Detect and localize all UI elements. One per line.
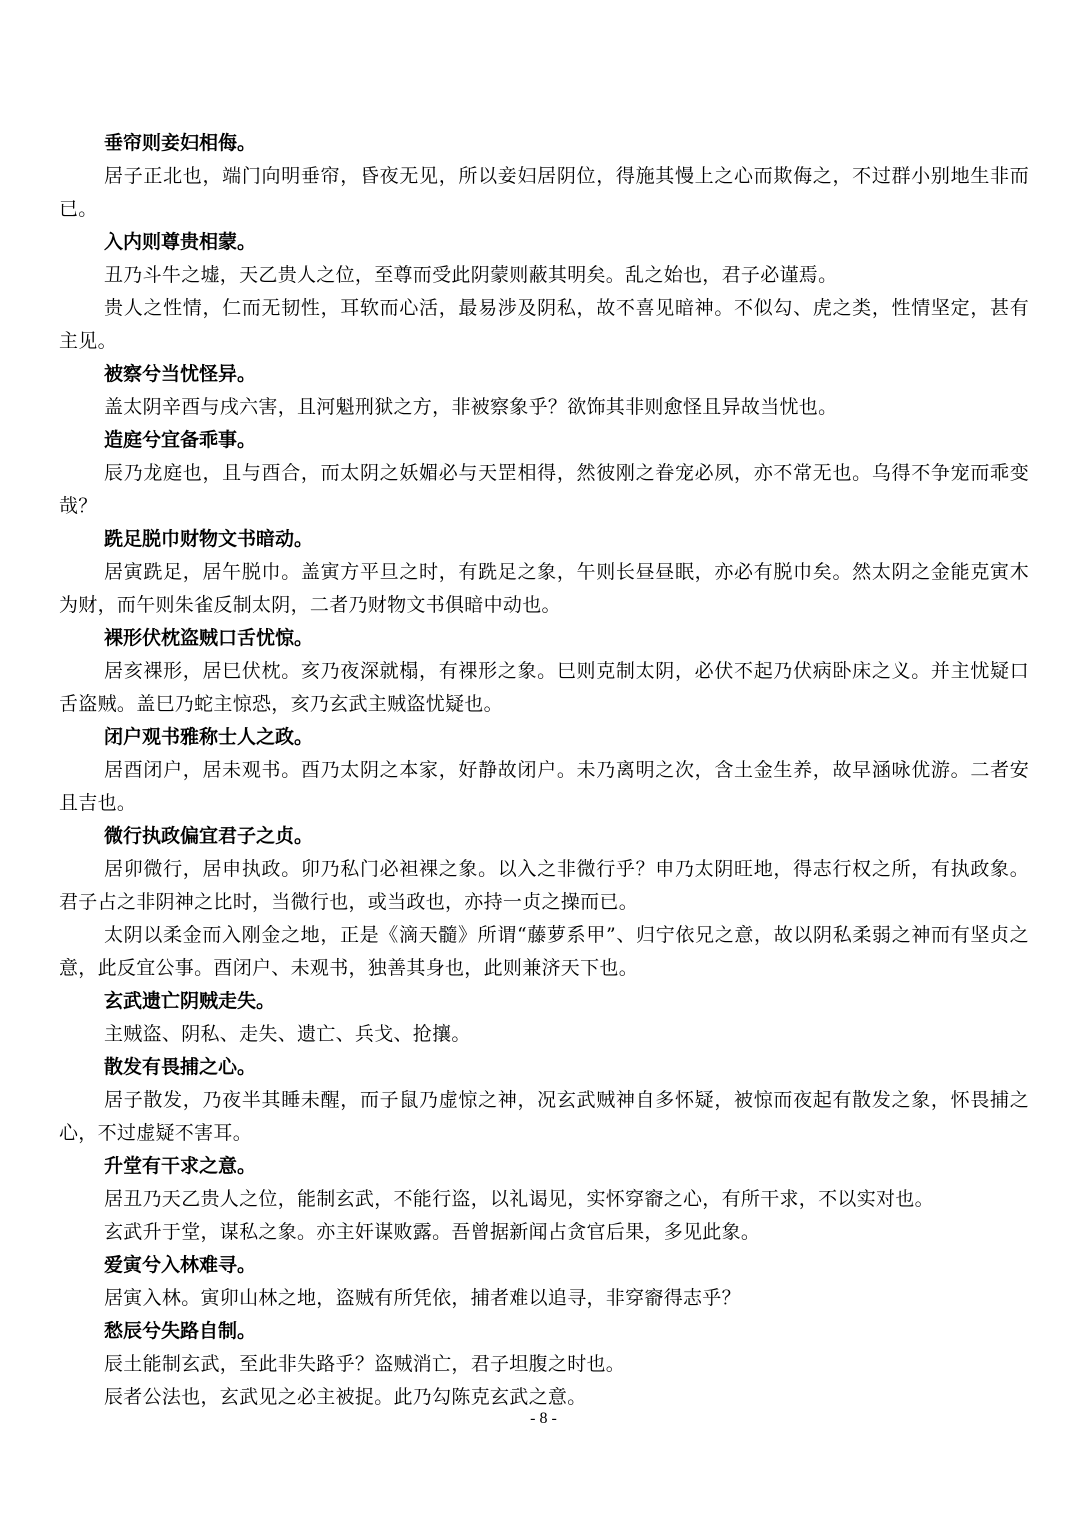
section-heading: 入内则尊贵相蒙。 [104, 231, 257, 253]
section-heading: 闭户观书雅称士人之政。 [104, 726, 314, 748]
section-heading: 爱寅兮入林难寻。 [104, 1254, 257, 1276]
section-heading: 跣足脱巾财物文书暗动。 [104, 528, 314, 550]
section-heading: 升堂有干求之意。 [104, 1155, 257, 1177]
body-paragraph: 居寅跣足，居午脱巾。盖寅方平旦之时，有跣足之象，午则长昼昼眠，亦必有脱巾矣。然太阴之金能克寅木为财，而午则朱雀反制太阴，二者乃财物文书俱暗中动也。 [59, 561, 1029, 616]
body-paragraph: 居子散发，乃夜半其睡未醒，而子鼠乃虚惊之神，况玄武贼神自多怀疑，被惊而夜起有散发之象，怀畏捕之心，不过虚疑不害耳。 [59, 1089, 1029, 1144]
body-paragraph: 居丑乃天乙贵人之位，能制玄武，不能行盗，以礼谒见，实怀穿窬之心，有所干求，不以实对也。 [104, 1188, 934, 1210]
section-heading: 造庭兮宜备乖事。 [104, 429, 257, 451]
body-paragraph: 辰土能制玄武，至此非失路乎？盗贼消亡，君子坦腹之时也。 [104, 1353, 626, 1375]
body-paragraph: 居酉闭户，居未观书。酉乃太阴之本家，好静故闭户。未乃离明之次，含土金生养，故早涵咏优游。二者安且吉也。 [59, 759, 1029, 814]
section-heading: 被察兮当忧怪异。 [104, 363, 257, 385]
body-paragraph: 居寅入林。寅卯山林之地，盗贼有所凭依，捕者难以追寻，非穿窬得志乎？ [104, 1287, 741, 1309]
body-paragraph: 太阴以柔金而入刚金之地，正是《滴天髓》所谓“藤萝系甲”、归宁依兄之意，故以阴私柔弱之神而有坚贞之意，此反宜公事。酉闭户、未观书，独善其身也，此则兼济天下也。 [59, 924, 1029, 979]
section-heading: 散发有畏捕之心。 [104, 1056, 257, 1078]
section-heading: 愁辰兮失路自制。 [104, 1320, 257, 1342]
body-paragraph: 贵人之性情，仁而无韧性，耳软而心活，最易涉及阴私，故不喜见暗神。不似勾、虎之类，性情坚定，甚有主见。 [59, 297, 1029, 352]
body-paragraph: 居卯微行，居申执政。卯乃私门必袒裸之象。以入之非微行乎？申乃太阴旺地，得志行权之所，有执政象。君子占之非阴神之比时，当微行也，或当政也，亦持一贞之操而已。 [59, 858, 1029, 913]
section-heading: 微行执政偏宜君子之贞。 [104, 825, 314, 847]
body-paragraph: 辰乃龙庭也，且与酉合，而太阴之妖媚必与天罡相得，然彼刚之眷宠必夙，亦不常无也。乌得不争宠而乖变哉？ [59, 462, 1029, 517]
body-paragraph: 辰者公法也，玄武见之必主被捉。此乃勾陈克玄武之意。 [104, 1386, 587, 1408]
page-body [59, 127, 1029, 1414]
body-paragraph: 居子正北也，端门向明垂帘，昏夜无见，所以妾妇居阴位，得施其慢上之心而欺侮之，不过群小别地生非而已。 [59, 165, 1029, 220]
section-heading: 裸形伏枕盗贼口舌忧惊。 [104, 627, 314, 649]
body-paragraph: 主贼盗、阴私、走失、遗亡、兵戈、抢攘。 [104, 1023, 471, 1045]
body-paragraph: 居亥裸形，居巳伏枕。亥乃夜深就榻，有裸形之象。巳则克制太阴，必伏不起乃伏病卧床之义。并主忧疑口舌盗贼。盖巳乃蛇主惊恐，亥乃玄武主贼盗忧疑也。 [59, 660, 1029, 715]
section-heading: 垂帘则妾妇相侮。 [104, 132, 257, 154]
body-paragraph: 玄武升于堂，谋私之象。亦主奸谋败露。吾曾据新闻占贪官后果，多见此象。 [104, 1221, 761, 1243]
page-number: - 8 - [530, 1410, 557, 1427]
body-paragraph: 盖太阴辛酉与戌六害，且河魁刑狱之方，非被察象乎？欲饰其非则愈怪且异故当忧也。 [104, 396, 838, 418]
body-paragraph: 丑乃斗牛之墟，天乙贵人之位，至尊而受此阴蒙则蔽其明矣。乱之始也，君子必谨焉。 [104, 264, 838, 286]
section-heading: 玄武遗亡阴贼走失。 [104, 990, 276, 1012]
